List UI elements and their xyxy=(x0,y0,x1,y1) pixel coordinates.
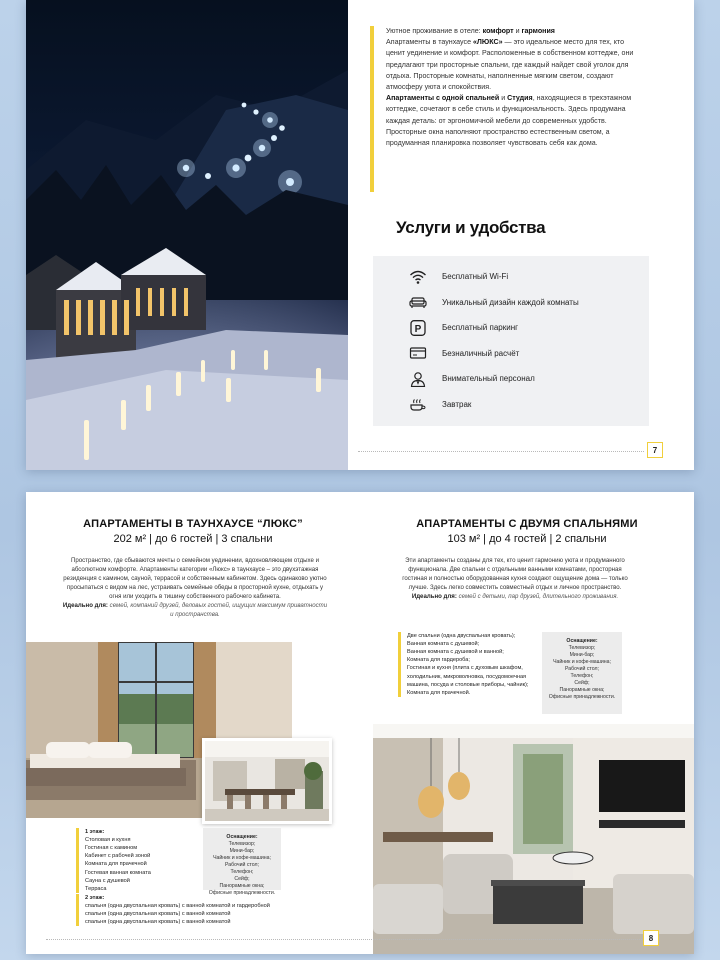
luxe-title: АПАРТАМЕНТЫ В ТАУНХАУСЕ “ЛЮКС” xyxy=(83,518,303,530)
luxe-ideal: Идеально для: семей, компаний друзей, деловых гостей, ищущих максимум приватности и пространства. xyxy=(62,602,328,619)
luxe-description xyxy=(62,556,328,619)
two-bedroom-subtitle: 103 м² | до 4 гостей | 2 спальни xyxy=(447,533,607,545)
breakfast-icon xyxy=(409,396,427,412)
amenity-item: Телефон; xyxy=(570,673,594,680)
floor2-title: 2 этаж: xyxy=(85,895,105,901)
brochure-page-8 xyxy=(26,492,694,954)
intro-paragraph-2: Апартаменты в таунхаусе «ЛЮКС» — это идеальное место для тех, кто ценит уединение и комфорт. Расположенные в собственном коттедже, они предлагают три просторные спальни, где каждый найдет свой уголок для отдыха. Просторные комнаты, наполненные мягким светом, создают атмосферу уюта и спокойствия. xyxy=(386,38,634,92)
amenity-item: Офисные принадлежности. xyxy=(548,694,616,701)
two-bedroom-description xyxy=(396,556,634,601)
night-resort-photo xyxy=(26,0,348,470)
service-label: Бесплатный паркинг xyxy=(442,323,519,333)
amenity-item: Телевизор; xyxy=(228,841,256,848)
footer-divider xyxy=(358,451,644,452)
amenity-item: Телефон; xyxy=(230,869,254,876)
room-item: Две спальни (одна двуспальная кровать); xyxy=(407,633,516,639)
amenity-item: Панорамные окна; xyxy=(559,687,605,694)
two-bedroom-rooms-list xyxy=(398,632,538,697)
sofa-icon xyxy=(409,294,427,310)
luxe-header xyxy=(26,518,360,545)
night-resort-illustration xyxy=(26,0,348,470)
service-item xyxy=(409,392,649,418)
amenity-item: Мини-бар; xyxy=(229,848,255,855)
parking-icon xyxy=(409,320,427,336)
floor1-item: Столовая и кухня xyxy=(85,837,131,844)
luxe-floor2-list xyxy=(76,894,326,926)
floor2-item: спальня (одна двуспальная кровать) с ванной комнатой и гардеробной xyxy=(85,903,270,910)
amenity-item: Мини-бар; xyxy=(569,652,595,659)
floor2-item: спальня (одна двуспальная кровать) с ванной комнатой xyxy=(85,919,231,926)
amenity-item: Рабочий стол; xyxy=(224,862,259,869)
floor1-item: Гостиная с камином xyxy=(85,845,138,852)
two-bedroom-amenities xyxy=(542,632,622,714)
floor1-item: Сауна с душевой xyxy=(85,877,130,884)
intro-paragraph-3: Апартаменты с одной спальней и Студия, находящиеся в трехэтажном коттедже, сочетают в себе стиль и функциональность. Здесь продумана каждая деталь: от эргономичной мебели до современных удобств. Просторные окна наполняют пространство естественным светом, а продуманная планировка позволяет чувствовать себя как дома. xyxy=(386,94,632,148)
room-item: Гостиная и кухня (плита с духовым шкафом, холодильник, микроволновка, посудомоечная машина, посуда и столовые приборы, чайник); xyxy=(407,665,529,688)
dining-illustration xyxy=(205,741,329,821)
intro-paragraph-1: Уютное проживание в отеле: комфорт и гармония xyxy=(386,27,555,35)
service-label: Внимательный персонал xyxy=(442,374,535,384)
service-item xyxy=(409,315,649,341)
floor1-title: 1 этаж: xyxy=(85,829,105,835)
service-item xyxy=(409,366,649,392)
floor1-item: Комната для прачечной xyxy=(85,861,147,868)
luxe-amenities xyxy=(203,828,281,897)
floor2-item: спальня (одна двуспальная кровать) с ванной комнатой xyxy=(85,911,231,918)
living-room-photo xyxy=(373,724,694,954)
service-label: Завтрак xyxy=(442,399,472,409)
intro-text xyxy=(370,26,638,192)
two-bedroom-header xyxy=(360,518,694,545)
amenity-item: Сейф; xyxy=(574,680,590,687)
two-bedroom-description-text: Эти апартаменты созданы для тех, кто ценит гармонию уюта и продуманного функционала. Две спальни с отдельными ванными комнатами, просторная гостиная и полностью оборудованная кухня создают ощущение дома — только лучше. Здесь легко совместить совместный отдых и личное пространство. xyxy=(402,557,628,592)
page-number: 8 xyxy=(643,930,659,946)
svg-text:P: P xyxy=(414,323,422,335)
amenity-item: Телевизор; xyxy=(568,645,596,652)
amenity-item: Чайник и кофе-машина; xyxy=(553,659,611,666)
wifi-icon xyxy=(409,269,427,285)
service-item xyxy=(409,341,649,367)
living-room-illustration xyxy=(373,724,694,954)
amenity-item: Сейф; xyxy=(234,876,250,883)
luxe-description-text: Пространство, где сбываются мечты о семейном уединении, вдохновляющем отдыхе и абсолютном комфорте. Апартаменты категории «Люкс» в таунхаусе – это двухэтажная резиденция с камином, сауной, террасой и собственным кабинетом. Здесь одинаково уютно просыпаться с видом на лес, устраивать семейные обеды в просторной кухне, отдыхать у огня или уходить в тишину собственного рабочего кабинета. xyxy=(63,557,327,601)
card-icon xyxy=(409,345,427,361)
footer-divider xyxy=(46,939,644,940)
two-bedroom-title: АПАРТАМЕНТЫ С ДВУМЯ СПАЛЬНЯМИ xyxy=(416,518,638,530)
floor1-item: Кабинет с рабочей зоной xyxy=(85,853,151,860)
staff-icon xyxy=(409,371,427,387)
amenities-title: Оснащение: xyxy=(226,834,258,840)
service-label: Уникальный дизайн каждой комнаты xyxy=(442,297,579,307)
floor1-item: Гостевая ванная комната xyxy=(85,869,151,876)
room-item: Ванная комната с душевой; xyxy=(407,641,480,648)
services-panel xyxy=(373,256,649,426)
amenities-title: Оснащение: xyxy=(566,638,598,644)
service-item xyxy=(409,264,649,290)
room-item: Комната для гардероба; xyxy=(407,657,470,664)
room-item: Комната для прачечной. xyxy=(407,689,471,696)
room-item: Ванная комната с душевой и ванной; xyxy=(407,649,504,656)
floor1-item: Терраса xyxy=(85,885,107,892)
amenity-item: Офисные принадлежности. xyxy=(208,890,276,897)
page-number: 7 xyxy=(647,442,663,458)
service-label: Безналичный расчёт xyxy=(442,348,520,358)
service-label: Бесплатный Wi-Fi xyxy=(442,272,509,282)
two-bedroom-ideal: Идеально для: семей с детьми, пар друзей, длительного проживания. xyxy=(411,593,619,601)
services-title: Услуги и удобства xyxy=(396,218,546,237)
brochure-page-7 xyxy=(26,0,694,470)
amenity-item: Чайник и кофе-машина; xyxy=(213,855,271,862)
amenity-item: Панорамные окна; xyxy=(219,883,265,890)
luxe-dining-photo xyxy=(202,738,332,824)
amenity-item: Рабочий стол; xyxy=(564,666,599,673)
luxe-subtitle: 202 м² | до 6 гостей | 3 спальни xyxy=(113,533,273,545)
luxe-floor1-list xyxy=(76,828,200,893)
service-item xyxy=(409,290,649,316)
